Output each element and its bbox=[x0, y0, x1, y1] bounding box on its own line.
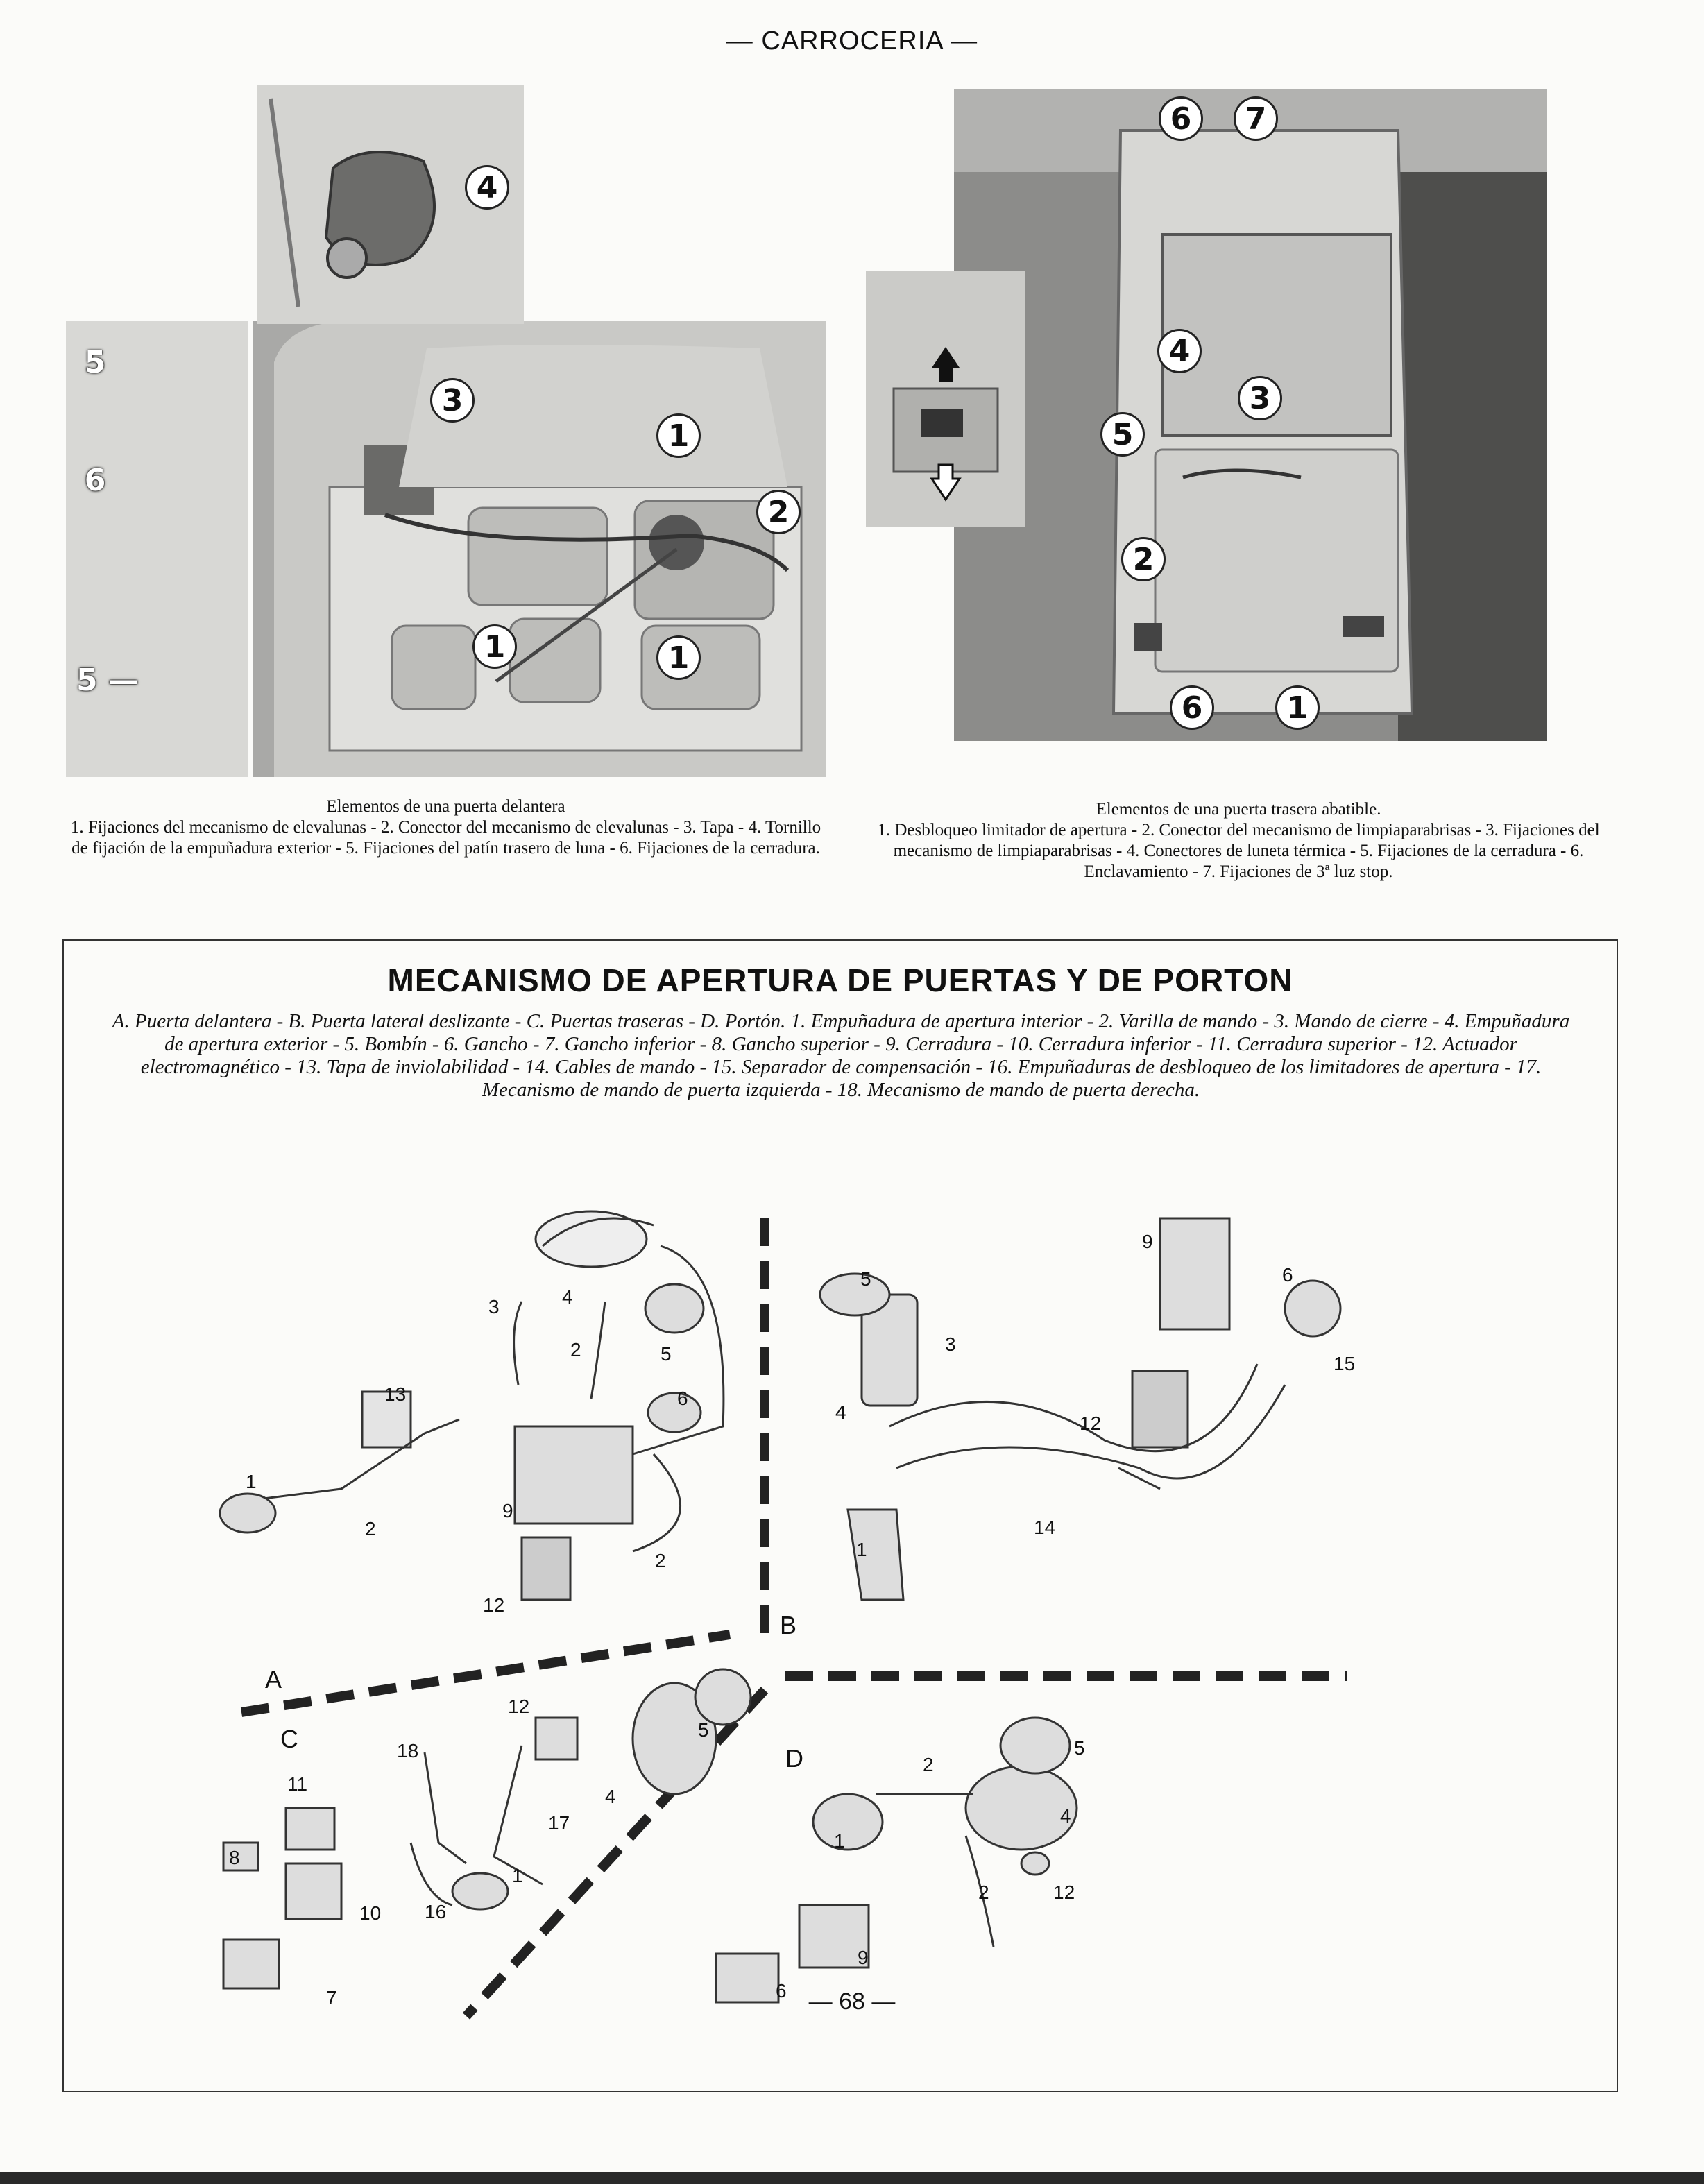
callout-rear-7: 7 bbox=[1234, 96, 1278, 141]
part-label-b-9: 9 bbox=[1142, 1231, 1153, 1252]
callout-front-5a: 5 bbox=[84, 344, 106, 380]
part-label-a-6: 6 bbox=[677, 1388, 688, 1409]
part-label-c-7: 7 bbox=[326, 1987, 337, 2008]
part-label-d-1: 1 bbox=[834, 1830, 845, 1852]
rear-door-inset-photo bbox=[866, 271, 1025, 527]
part-label-a-4: 4 bbox=[562, 1286, 573, 1308]
part-label-b-4: 4 bbox=[835, 1401, 846, 1423]
part-label-b-6: 6 bbox=[1282, 1264, 1293, 1286]
figure-title: MECANISMO DE APERTURA DE PUERTAS Y DE PORTON bbox=[387, 962, 1293, 998]
callout-front-1a: 1 bbox=[656, 413, 701, 458]
callout-front-2: 2 bbox=[756, 490, 801, 534]
part-label-a-13: 13 bbox=[384, 1383, 407, 1405]
part-label-b-14: 14 bbox=[1034, 1517, 1056, 1538]
callout-rear-6a: 6 bbox=[1159, 96, 1203, 141]
part-label-b-15: 15 bbox=[1334, 1353, 1356, 1374]
part-label-c-8: 8 bbox=[229, 1847, 240, 1868]
callout-front-5b: 5 — bbox=[76, 662, 139, 698]
caption-text: 1. Fijaciones del mecanismo de elevalunas - 2. Conector del mecanismo de elevalunas - 3. Tapa - 4. Tornillo de fijación de la empuñadura exterior - 5. Fijaciones del patín trasero de luna - 6. Fijaciones de la cerradura. bbox=[70, 818, 821, 858]
part-label-c-5: 5 bbox=[698, 1719, 709, 1741]
part-label-a-2b: 2 bbox=[365, 1518, 376, 1539]
part-label-a-3: 3 bbox=[488, 1296, 500, 1317]
callout-front-1c: 1 bbox=[656, 635, 701, 680]
callout-front-6: 6 bbox=[84, 462, 106, 498]
section-d-parts bbox=[716, 1718, 1077, 2002]
page-header: — CARROCERIA — bbox=[726, 26, 978, 56]
part-label-c-18: 18 bbox=[397, 1740, 419, 1761]
part-label-b-5: 5 bbox=[860, 1268, 871, 1290]
part-label-d-2a: 2 bbox=[923, 1754, 934, 1775]
part-label-c-17: 17 bbox=[548, 1812, 570, 1834]
part-label-d-12: 12 bbox=[1053, 1882, 1075, 1903]
callout-rear-2: 2 bbox=[1121, 537, 1166, 581]
part-label-d-9: 9 bbox=[858, 1947, 869, 1968]
caption-title: Elementos de una puerta delantera bbox=[326, 797, 565, 816]
part-label-d-6: 6 bbox=[776, 1980, 787, 2002]
section-label-a: A bbox=[265, 1665, 282, 1694]
scan-edge-strip bbox=[0, 2172, 1704, 2184]
section-a-parts bbox=[220, 1211, 724, 1600]
part-label-c-4: 4 bbox=[605, 1786, 616, 1807]
section-b-parts bbox=[820, 1218, 1340, 1600]
section-label-c: C bbox=[280, 1725, 298, 1753]
section-label-b: B bbox=[780, 1611, 797, 1639]
caption-text: 1. Desbloqueo limitador de apertura - 2. Conector del mecanismo de limpiaparabrisas - 3. Fijaciones del mecanismo de limpiaparabrisas - 4. Conectores de luneta térmica - 5. Fijaciones de la cerradura - 6. Enclavamiento - 7. Fijaciones de 3ª luz stop. bbox=[877, 821, 1600, 881]
figure-legend: A. Puerta delantera - B. Puerta lateral deslizante - C. Puertas traseras - D. Portón. 1. Empuñadura de apertura interior - 2. Varilla de mando - 3. Mando de cierre - 4. Empuñadura de apertura exterior - 5. Bombín - 6. Gancho - 7. Gancho inferior - 8. Gancho superior - 9. Cerradura - 10. Cerradura inferior - 11. Cerradura superior - 12. Actuador electromagnético - 13. Tapa de inviolabilidad - 14. Cables de mando - 15. Separador de compensación - 16. Empuñaduras de desbloqueo de los limitadores de apertura - 17. Mecanismo de mando de puerta izquierda - 18. Mecanismo de mando de puerta derecha. bbox=[112, 1010, 1570, 1101]
mechanism-figure bbox=[62, 939, 1618, 2092]
rear-inset-illustration bbox=[866, 271, 1025, 527]
callout-rear-5: 5 bbox=[1100, 412, 1145, 457]
part-label-a-12: 12 bbox=[483, 1594, 505, 1616]
part-label-a-2a: 2 bbox=[570, 1339, 581, 1360]
part-label-d-5: 5 bbox=[1074, 1737, 1085, 1759]
part-label-b-1: 1 bbox=[856, 1539, 867, 1560]
callout-front-4: 4 bbox=[465, 165, 509, 210]
part-label-a-2c: 2 bbox=[655, 1550, 666, 1571]
caption-title: Elementos de una puerta trasera abatible. bbox=[1096, 800, 1381, 819]
part-label-a-9: 9 bbox=[502, 1500, 513, 1521]
callout-front-1b: 1 bbox=[472, 624, 517, 669]
part-label-c-12: 12 bbox=[508, 1696, 530, 1717]
callout-rear-6b: 6 bbox=[1170, 685, 1214, 730]
part-label-a-1: 1 bbox=[246, 1471, 257, 1492]
part-label-c-1: 1 bbox=[512, 1865, 523, 1886]
callout-front-3: 3 bbox=[430, 378, 475, 423]
part-label-b-3: 3 bbox=[945, 1333, 956, 1355]
part-label-c-16: 16 bbox=[425, 1901, 447, 1922]
section-label-d: D bbox=[785, 1744, 803, 1773]
page-number: — 68 — bbox=[808, 1988, 896, 2015]
part-label-c-10: 10 bbox=[359, 1902, 382, 1924]
callout-rear-1: 1 bbox=[1275, 685, 1320, 730]
part-label-d-4: 4 bbox=[1060, 1805, 1071, 1827]
part-label-b-12: 12 bbox=[1080, 1413, 1102, 1434]
mechanism-diagram bbox=[64, 941, 1619, 2094]
callout-rear-3: 3 bbox=[1238, 376, 1282, 420]
part-label-c-11: 11 bbox=[287, 1773, 308, 1795]
part-label-a-5: 5 bbox=[661, 1343, 672, 1365]
callout-rear-4: 4 bbox=[1157, 329, 1202, 373]
section-c-parts bbox=[223, 1669, 751, 1988]
rear-door-caption bbox=[860, 799, 1617, 882]
front-door-caption bbox=[66, 796, 826, 859]
part-label-d-2b: 2 bbox=[978, 1882, 989, 1903]
